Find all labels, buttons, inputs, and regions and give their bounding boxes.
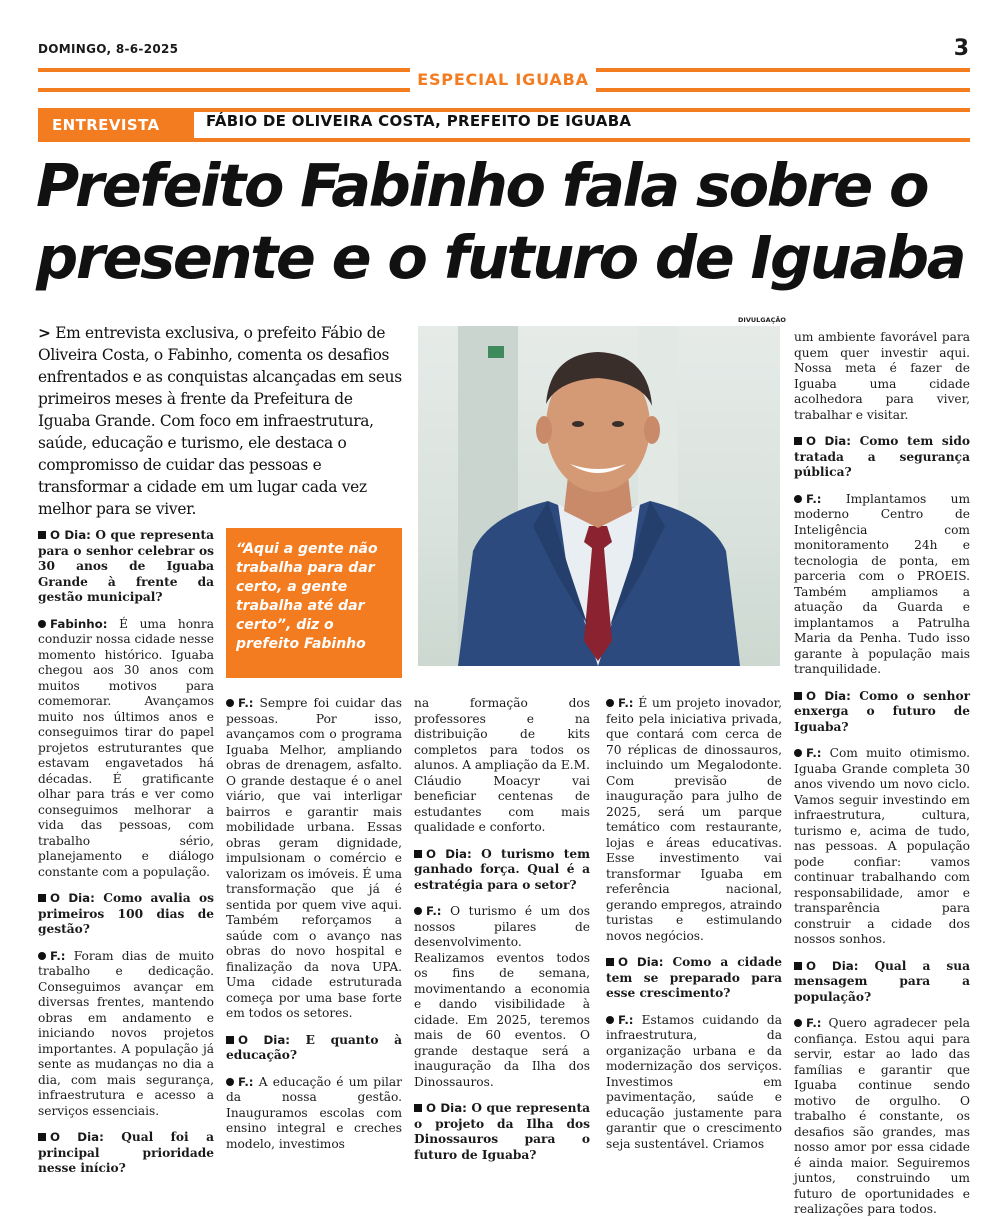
question-8: O Dia: Como tem sido tratada a segurança pública? xyxy=(794,434,970,479)
square-bullet-icon xyxy=(794,437,802,445)
lead-arrow-icon: > xyxy=(38,324,51,342)
headline xyxy=(36,150,976,294)
answer-7: F.: Estamos cuidando da infraestrutura, da organização urbana e da modernização dos serviços. Investimos em pavimentação, saúde e educação justamente para garantir que o crescimento seja sustentável. Criamos xyxy=(606,1012,782,1151)
question-2: O Dia: Como avalia os primeiros 100 dias de gestão? xyxy=(38,891,215,936)
answer-1: Fabinho: É uma honra conduzir nossa cidade nesse momento histórico. Iguaba chegou aos 30 anos com muitos motivos para comemorar. Avançamos muito nos últimos anos e conseguimos tirar do papel projetos estruturantes que estavam engavetados há décadas. É gratificante olhar para trás e ver como conseguimos melhorar a vida das pessoas, com trabalho sério, planejamento e diálogo constante com a população. xyxy=(38,616,214,879)
square-bullet-icon xyxy=(414,1104,422,1112)
article-column-1 xyxy=(38,528,214,1188)
round-bullet-icon xyxy=(794,495,802,503)
answer-5: F.: O turismo é um dos nossos pilares de desenvolvimento. Realizamos eventos todos os fins de semana, movimentando a economia e dando visibilidade à cidade. Em 2025, teremos mais de 60 eventos. O grande destaque será a inauguração da Ilha dos Dinossauros. xyxy=(414,904,591,1089)
square-bullet-icon xyxy=(38,1133,46,1141)
round-bullet-icon xyxy=(414,907,422,915)
question-9: O Dia: Como o senhor enxerga o futuro de Iguaba? xyxy=(794,688,971,734)
round-bullet-icon xyxy=(226,1078,234,1086)
question-4: O Dia: E quanto à educação? xyxy=(226,1032,402,1062)
mayor-portrait-photo xyxy=(418,326,780,666)
square-bullet-icon xyxy=(794,962,802,970)
answer-4-continued: na formação dos professores e na distribuição de kits completos para todos os alunos. A ampliação da E.M. Cláudio Moacyr vai beneficiar centenas de estudantes com mais qualidade e conforto. xyxy=(414,696,590,834)
square-bullet-icon xyxy=(414,850,422,858)
question-1: O Dia: O que representa para o senhor celebrar os 30 anos de Iguaba Grande à frente da gestão municipal? xyxy=(38,528,215,604)
square-bullet-icon xyxy=(226,1036,234,1044)
round-bullet-icon xyxy=(794,1019,802,1027)
article-column-2 xyxy=(226,696,402,1163)
answer-2: F.: Foram dias de muito trabalho e dedicação. Conseguimos avançar em diversas frentes, mantendo obras em andamento e iniciando novos projetos importantes. A população já sente as mudanças no dia a dia, com mais segurança, infraestrutura e acesso a serviços essenciais. xyxy=(38,948,215,1118)
article-column-5 xyxy=(794,330,970,1229)
orange-rule-bottom xyxy=(38,138,970,142)
round-bullet-icon xyxy=(606,1016,614,1024)
portrait-illustration xyxy=(418,326,780,666)
answer-7-continued: um ambiente favorável para quem quer investir aqui. Nossa meta é fazer de Iguaba uma cidade acolhedora para viver, trabalhar e visitar. xyxy=(794,330,970,422)
round-bullet-icon xyxy=(38,620,46,628)
question-7: O Dia: Como a cidade tem se preparado para esse crescimento? xyxy=(606,955,783,1000)
round-bullet-icon xyxy=(38,952,46,960)
question-10: O Dia: Qual a sua mensagem para a população? xyxy=(794,958,970,1004)
pull-quote: “Aqui a gente não trabalha para dar certo, a gente trabalha até dar certo”, diz o prefeito Fabinho xyxy=(226,528,402,678)
square-bullet-icon xyxy=(606,958,614,966)
square-bullet-icon xyxy=(794,692,802,700)
question-3: O Dia: Qual foi a principal prioridade nesse início? xyxy=(38,1130,214,1175)
answer-8: F.: Implantamos um moderno Centro de Inteligência com monitoramento 24h e tecnologia de ponta, em parceria com o PROEIS. Também ampliamos a atuação da Guarda e implantamos a Patrulha Maria da Penha. Tudo isso garante à população mais tranquilidade. xyxy=(794,491,970,676)
square-bullet-icon xyxy=(38,531,46,539)
edition-date: DOMINGO, 8-6-2025 xyxy=(38,42,179,56)
answer-3: F.: Sempre foi cuidar das pessoas. Por isso, avançamos com o programa Iguaba Melhor, ampliando obras de drenagem, asfalto. O grande destaque é o anel viário, que vai interligar bairros e garantir mais mobilidade urbana. Essas obras geram dignidade, impulsionam o comércio e valorizam os imóveis. É uma transformação que já é sentida por quem vive aqui. Também reforçamos a saúde com o avanço nas obras do novo hospital e finalização da nova UPA. Uma cidade estruturada começa por uma base forte em todos os setores. xyxy=(226,696,402,1020)
round-bullet-icon xyxy=(606,699,614,707)
lead-text: Em entrevista exclusiva, o prefeito Fábio de Oliveira Costa, o Fabinho, comenta os desafios enfrentados e as conquistas alcançadas em seus primeiros meses à frente da Prefeitura de Iguaba Grande. Com foco em infraestrutura, saúde, educação e turismo, ele destaca o compromisso de cuidar das pessoas e transformar a cidade em um lugar cada vez melhor para se viver. xyxy=(38,324,402,518)
question-5: O Dia: O turismo tem ganhado força. Qual é a estratégia para o setor? xyxy=(414,846,591,892)
square-bullet-icon xyxy=(38,894,46,902)
round-bullet-icon xyxy=(794,749,802,757)
answer-6: F.: É um projeto inovador, feito pela iniciativa privada, que contará com cerca de 70 réplicas de dinossauros, incluindo um Megalodonte. Com previsão de inauguração para julho de 2025, será um parque temático com restaurante, lojas e áreas educativas. Esse investimento vai transformar Iguaba em referência nacional, gerando empregos, atraindo turistas e estimulando novos negócios. xyxy=(606,696,782,943)
headline-line-2: presente e o futuro de Iguaba xyxy=(36,223,965,292)
section-title: ESPECIAL IGUABA xyxy=(410,66,596,94)
round-bullet-icon xyxy=(226,699,234,707)
photo-credit: DIVULGAÇÃO xyxy=(738,316,786,324)
kicker-interviewee: FÁBIO DE OLIVEIRA COSTA, PREFEITO DE IGUABA xyxy=(206,112,632,130)
page-number: 3 xyxy=(953,36,969,61)
answer-9: F.: Com muito otimismo. Iguaba Grande completa 30 anos vivendo um novo ciclo. Vamos seguir investindo em infraestrutura, cultura, turismo e, acima de tudo, nas pessoas. A população pode confiar: vamos continuar trabalhando com responsabilidade, amor e transparência para construir a cidade dos nossos sonhos. xyxy=(794,746,971,946)
headline-line-1: Prefeito Fabinho fala sobre o xyxy=(36,151,928,220)
kicker-tag: ENTREVISTA xyxy=(38,112,194,138)
question-6: O Dia: O que representa o projeto da Ilha dos Dinossauros para o futuro de Iguaba? xyxy=(414,1101,591,1162)
lead-paragraph xyxy=(38,322,402,520)
answer-4: F.: A educação é um pilar da nossa gestão. Inauguramos escolas com ensino integral e creches modelo, investimos xyxy=(226,1074,402,1151)
article-column-3 xyxy=(414,696,590,1174)
answer-10: F.: Quero agradecer pela confiança. Estou aqui para servir, estar ao lado das famílias e garantir que Iguaba continue sendo motivo de orgulho. O trabalho é constante, os desafios são grandes, mas nosso amor por essa cidade é ainda maior. Seguiremos juntos, construindo um futuro de oportunidades e realizações para todos. xyxy=(794,1016,970,1216)
article-column-4 xyxy=(606,696,782,1163)
